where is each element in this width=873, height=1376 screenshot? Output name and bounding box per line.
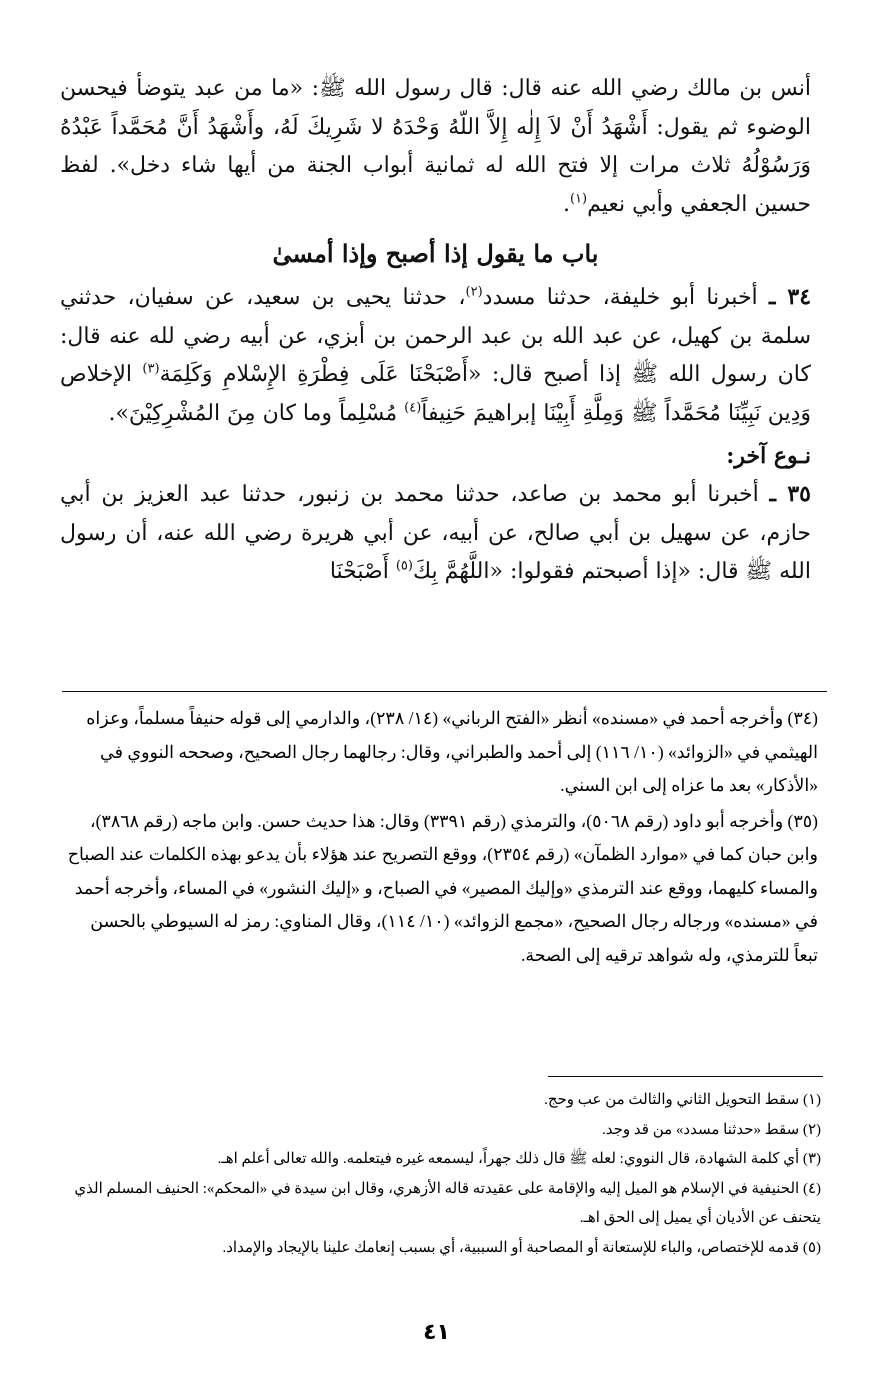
hadith-34-number: ٣٤ ـ (768, 284, 812, 310)
hadith-34-text-4: مُسْلِماً وما كان مِنَ المُشْرِكِيْنَ». (108, 400, 398, 426)
hadith-34-text-2: ، حدثنا يحيى بن سعيد، عن سفيان، حدثني سلمة بن كهيل، عن عبد الله بن عبد الرحمن بن أبزي، عن أبيه رضي لله عنه قال: كان رسول الله ﷺ إذا أصبح قال: «أَصْبَحْنَا عَلَى فِطْرَةِ الإِسْلامِ وَكَلِمَة (60, 285, 811, 387)
hadith-34 (60, 278, 811, 433)
footnote-2: (٢) سقط «حدثنا مسدد» من قد وجد. (602, 1121, 821, 1138)
footnote-4: (٤) الحنيفية في الإسلام هو الميل إليه والإقامة على عقيدته قاله الأزهري، وقال ابن سيدة في «المحكم»: الحنيف المسلم الذي يتحنف عن الأديان أي يميل إلى الحق اهـ. (74, 1180, 821, 1226)
takhrij-notes (62, 702, 818, 974)
hadith-35-text-1: أخبرنا أبو محمد بن صاعد، حدثنا محمد بن زنبور، حدثنا عبد العزيز بن أبي حازم، عن سهيل بن أبي صالح، عن أبيه، عن أبي هريرة رضي الله عنه، أن رسول الله ﷺ قال: «إذا أصبحتم فقولوا: «اللَّهُمَّ بِكَ (60, 482, 811, 584)
page-number: ٤١ (423, 1320, 450, 1345)
footnote-1: (١) سقط التحويل الثاني والثالث من عب وحج. (544, 1092, 821, 1108)
opening-end: . (562, 191, 570, 217)
hadith-35-number: ٣٥ ـ (769, 481, 811, 507)
footnote-ref-3[interactable]: (٣) (142, 361, 160, 377)
chapter-heading: باب ما يقول إذا أصبح وإذا أمسىٰ (272, 239, 599, 268)
footnotes (62, 1086, 821, 1263)
footnote-ref-2[interactable]: (٢) (465, 284, 483, 300)
hadith-35-text-2: أَصْبَحْنَا (329, 559, 389, 584)
footnote-3: (٣) أي كلمة الشهادة، قال النووي: لعله ﷺ قال ذلك جهراً، ليسمعه غيره فيتعلمه. والله تعالى أعلم اهـ. (217, 1151, 821, 1167)
opening-text: أنس بن مالك رضي الله عنه قال: قال رسول الله ﷺ: «ما من عبد يتوضأ فيحسن الوضوء ثم يقول: أَشْهَدُ أَنْ لاَ إِلٰه إِلاَّ اللّهُ وَحْدَهُ لا شَرِيكَ لَهُ، وأَشْهَدُ أَنَّ مُحَمَّداً عَبْدُهُ وَرَسُوْلُهُ ثلاث مرات إلا فتح الله له ثمانية أبواب الجنة من أيها شاء دخل». لفظ حسين الجعفي وأبي نعيم (60, 76, 811, 217)
opening-paragraph (60, 70, 811, 224)
note-35: (٣٥) وأخرجه أبو داود (رقم ٥٠٦٨)، والترمذي (رقم ٣٣٩١) وقال: هذا حديث حسن. وابن ماجه (رقم ٣٨٦٨)، وابن حبان كما في «موارد الظمآن» (رقم ٢٣٥٤)، ووقع التصريح عند هؤلاء بأن يدعو بهذه الكلمات عند الصباح والمساء كليهما، ووقع عند الترمذي «وإليك المصير» في الصباح، و «إليك النشور» في المساء، وأخرجه أحمد في «مسنده» ورجاله رجال الصحيح، «مجمع الزوائد» (١٠/ ١١٤)، وقال المناوي: رمز له السيوطي بالحسن تبعاً للترمذي، وله شواهد ترقيه إلى الصحة. (67, 810, 818, 965)
footnote-ref-5[interactable]: (٥) (395, 558, 413, 574)
hadith-35 (60, 475, 811, 592)
footnote-ref-4[interactable]: (٤) (404, 400, 422, 416)
hadith-34-text-1: أخبرنا أبو خليفة، حدثنا مسدد (482, 285, 758, 310)
footnote-divider (548, 1076, 823, 1077)
subheading-other-type: نـوع آخر: (726, 443, 811, 469)
footnote-ref-1[interactable]: (١) (569, 191, 588, 207)
footnote-5: (٥) قدمه للإختصاص، والباء للإستعانة أو المصاحبة أو السببية، أي بسبب إنعامك علينا بالإيجاد والإمداد. (222, 1239, 821, 1256)
main-divider (62, 691, 827, 692)
note-34: (٣٤) وأخرجه أحمد في «مسنده» أنظر «الفتح الرباني» (١٤/ ٢٣٨)، والدارمي إلى قوله حنيفاً مسلماً، وعزاه الهيثمي في «الزوائد» (١٠/ ١١٦) إلى أحمد والطبراني، وقال: رجالهما رجال الصحيح، وصححه النووي في «الأذكار» بعد ما عزاه إلى ابن السني. (86, 708, 818, 795)
hadith-34-text-3: الإخلاص وَدِين نَبِيِّنَا مُحَمَّداً ﷺ وَمِلَّةِ أَبِيْنَا إبراهيمَ حَنِيفاً (60, 362, 811, 426)
